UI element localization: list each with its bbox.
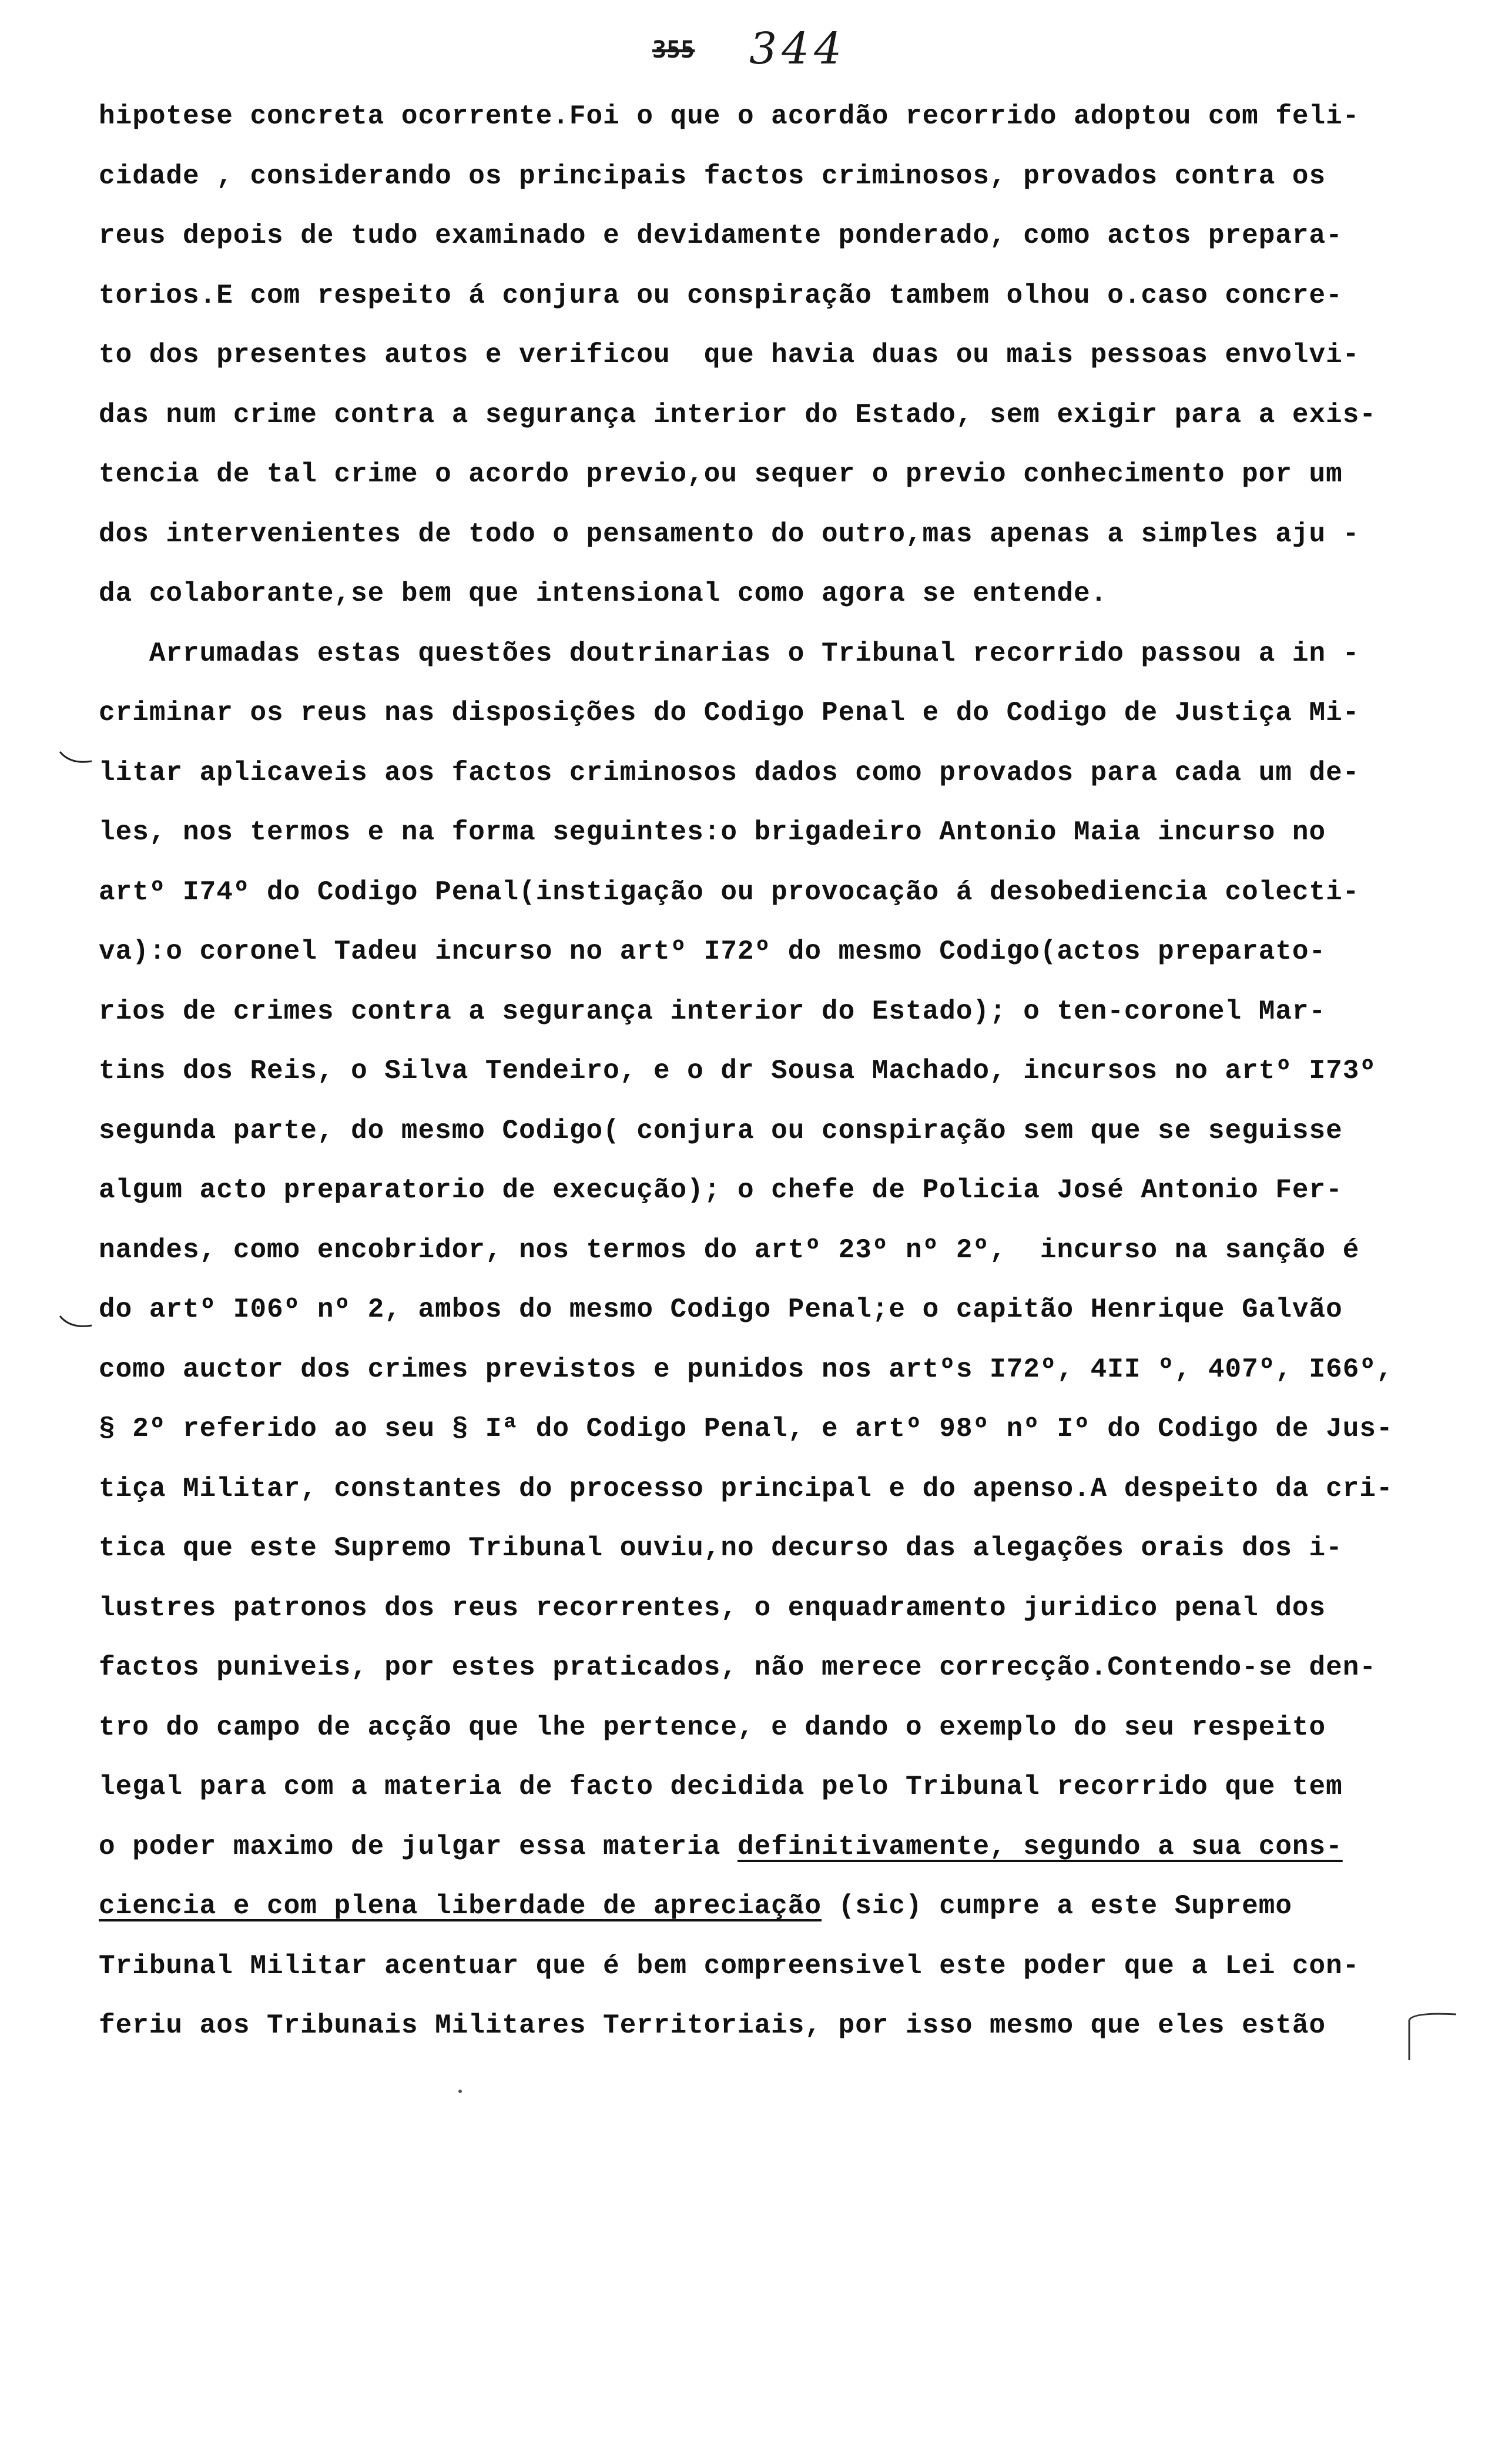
text-line: tica que este Supremo Tribunal ouviu,no decurso das alegações orais dos i-	[99, 1533, 1343, 1564]
text-line: tiça Militar, constantes do processo principal e do apenso.A despeito da cri-	[99, 1473, 1393, 1504]
text-line: segunda parte, do mesmo Codigo( conjura ou conspiração sem que se seguisse	[99, 1115, 1343, 1146]
text-line: Tribunal Militar acentuar que é bem compreensivel este poder que a Lei con-	[99, 1950, 1360, 1981]
margin-tick-mark	[59, 749, 94, 767]
text-line: factos puniveis, por estes praticados, não merece correcção.Contendo-se den-	[99, 1652, 1376, 1683]
text-segment: o poder maximo de julgar essa materia	[99, 1831, 738, 1862]
text-line: da colaborante,se bem que intensional como agora se entende.	[99, 578, 1108, 609]
text-line: lustres patronos dos reus recorrentes, o enquadramento juridico penal dos	[99, 1592, 1326, 1623]
underlined-text: ciencia e com plena liberdade de apreciação	[99, 1891, 822, 1921]
body-text	[99, 87, 1444, 2056]
text-line: tins dos Reis, o Silva Tendeiro, e o dr Sousa Machado, incursos no artº I73º	[99, 1056, 1376, 1086]
text-line: como auctor dos crimes previstos e punidos nos artºs I72º, 4II º, 407º, I66º,	[99, 1354, 1393, 1385]
text-line: rios de crimes contra a segurança interior do Estado); o ten-coronel Mar-	[99, 996, 1326, 1027]
text-line: reus depois de tudo examinado e devidamente ponderado, como actos prepara-	[99, 220, 1343, 251]
scan-speck	[458, 2090, 462, 2093]
text-line: Arrumadas estas questões doutrinarias o Tribunal recorrido passou a in -	[99, 638, 1360, 669]
page-number	[652, 24, 934, 76]
text-line: criminar os reus nas disposições do Codigo Penal e do Codigo de Justiça Mi-	[99, 698, 1360, 728]
text-line: to dos presentes autos e verificou que havia duas ou mais pessoas envolvi-	[99, 340, 1360, 370]
text-segment: (sic) cumpre a este Supremo	[822, 1891, 1292, 1921]
text-line: torios.E com respeito á conjura ou conspiração tambem olhou o.caso concre-	[99, 280, 1343, 311]
text-line: tro do campo de acção que lhe pertence, e dando o exemplo do seu respeito	[99, 1712, 1326, 1743]
text-line: legal para com a materia de facto decidida pelo Tribunal recorrido que tem	[99, 1772, 1343, 1802]
text-line	[99, 1877, 1444, 1937]
text-line: artº I74º do Codigo Penal(instigação ou provocação á desobediencia colecti-	[99, 876, 1360, 908]
text-line: feriu aos Tribunais Militares Territoriais, por isso mesmo que eles estão	[99, 2010, 1326, 2041]
text-line: das num crime contra a segurança interior do Estado, sem exigir para a exis-	[99, 399, 1376, 430]
underlined-text: definitivamente, segundo a sua cons-	[737, 1831, 1343, 1862]
text-line	[99, 1817, 1444, 1877]
text-line: dos intervenientes de todo o pensamento do outro,mas apenas a simples aju -	[99, 518, 1360, 550]
text-line: tencia de tal crime o acordo previo,ou sequer o previo conhecimento por um	[99, 459, 1343, 490]
margin-tick-mark	[59, 1314, 94, 1331]
text-line: les, nos termos e na forma seguintes:o brigadeiro Antonio Maia incurso no	[99, 817, 1326, 848]
text-line: do artº I06º nº 2, ambos do mesmo Codigo Penal;e o capitão Henrique Galvão	[99, 1294, 1343, 1325]
text-line: nandes, como encobridor, nos termos do artº 23º nº 2º, incurso na sanção é	[99, 1234, 1360, 1266]
text-line: litar aplicaveis aos factos criminosos dados como provados para cada um de-	[99, 757, 1360, 788]
text-line: § 2º referido ao seu § Iª do Codigo Penal, e artº 98º nº Iº do Codigo de Jus-	[99, 1414, 1393, 1444]
text-line: hipotese concreta ocorrente.Foi o que o acordão recorrido adoptou com feli-	[99, 101, 1360, 132]
text-line: algum acto preparatorio de execução); o chefe de Policia José Antonio Fer-	[99, 1175, 1343, 1206]
handwritten-page-number: 344	[749, 24, 847, 74]
struck-page-number: 355	[652, 36, 695, 63]
page-corner-mark	[1401, 2007, 1460, 2066]
text-line: cidade , considerando os principais factos criminosos, provados contra os	[99, 160, 1326, 192]
text-line: va):o coronel Tadeu incurso no artº I72º do mesmo Codigo(actos preparato-	[99, 936, 1326, 967]
